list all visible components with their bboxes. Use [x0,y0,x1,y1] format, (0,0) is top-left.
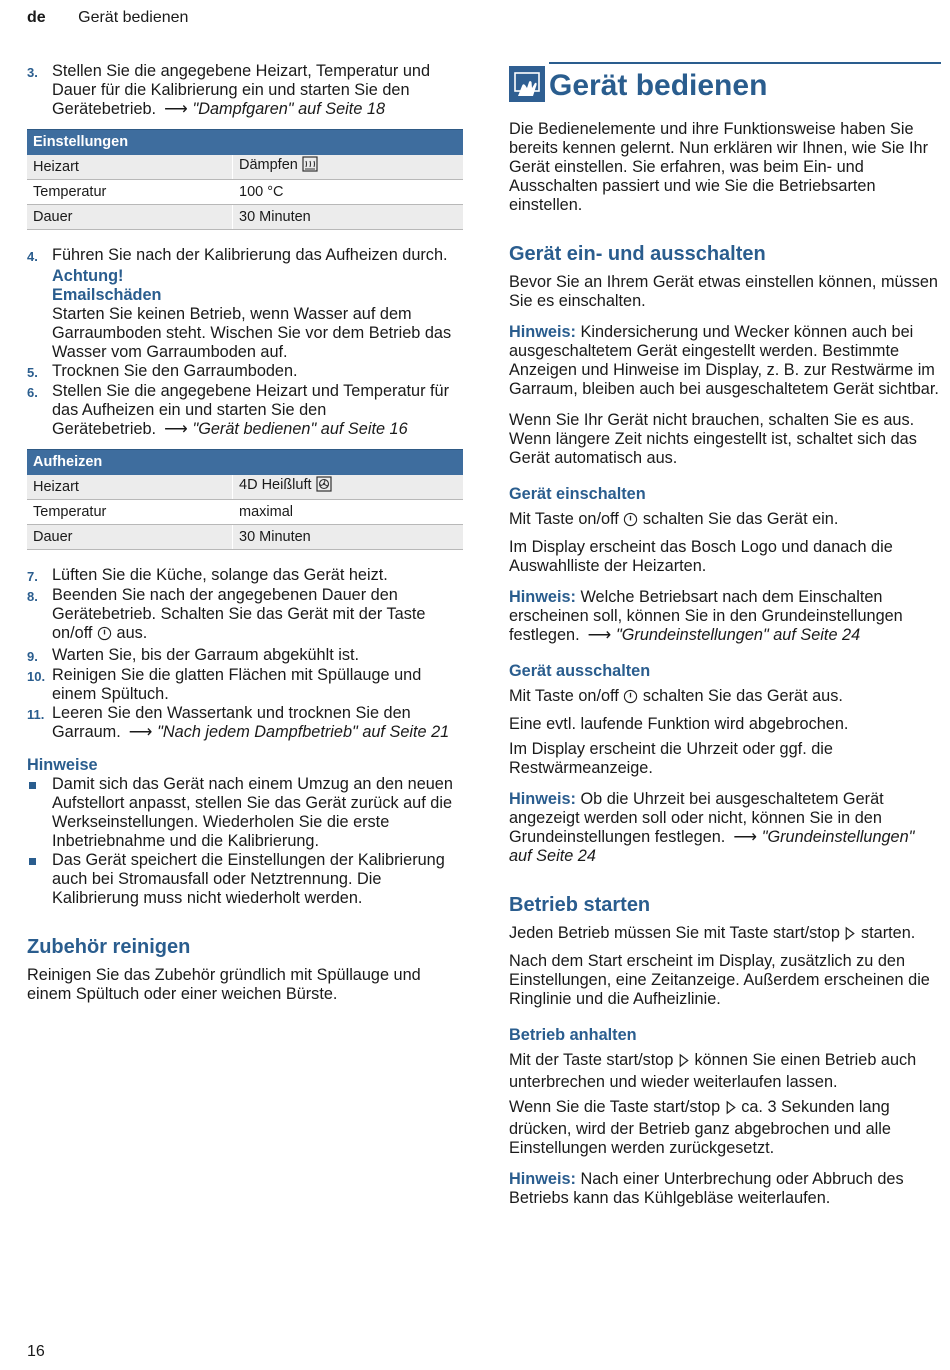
page-reference: "Nach jedem Dampfbetrieb" auf Seite 21 [157,723,450,741]
step-text: Reinigen Sie die glatten Flächen mit Spüllauge und einem Spültuch. [52,666,422,703]
table-cell-label: Dauer [27,525,233,550]
step-number: 8. [27,589,38,604]
step-text: Leeren Sie den Wassertank und trocknen Sie den Garraum. [52,704,411,741]
step-7 [27,566,463,586]
list-item [27,851,463,908]
chapter-title: Gerät bedienen [549,69,768,102]
paragraph: Mit Taste on/off schalten Sie das Gerät aus. [509,687,941,709]
step-text: Trocknen Sie den Garraumboden. [52,362,298,380]
arrow-right-icon: ⟶ [164,100,188,118]
step-9 [27,646,463,666]
step-10 [27,666,463,704]
fan-heat-icon [316,476,332,498]
paragraph: Jeden Betrieb müssen Sie mit Taste start/stop starten. [509,924,941,946]
play-icon [725,1100,737,1120]
arrow-right-icon: ⟶ [733,828,757,846]
paragraph: Eine evtl. laufende Funktion wird abgebrochen. [509,715,849,733]
table-cell-value: maximal [233,500,464,525]
hint-label: Hinweis: [509,1170,576,1188]
page-number: 16 [27,1343,45,1360]
step-number: 11. [27,707,45,722]
page-reference: "Grundeinstellungen" auf Seite 24 [615,626,861,644]
notes-title: Hinweise [27,756,98,774]
paragraph: Wenn Sie die Taste start/stop ca. 3 Sekunden lang drücken, wird der Betrieb ganz abgebrochen und alle Einstellungen werden zurückgesetzt. [509,1098,891,1157]
subsection-title-pause: Betrieb anhalten [509,1026,637,1044]
bullet-icon [27,851,52,908]
paragraph: Nach dem Start erscheint im Display, zusätzlich zu den Einstellungen, eine Zeitanzeige. Außerdem erscheinen die Ringlinie und die Aufheizlinie. [509,952,930,1008]
page-reference: "Gerät bedienen" auf Seite 16 [192,420,408,438]
note-text: Damit sich das Gerät nach einem Umzug an den neuen Aufstellort anpasst, stellen Sie das Gerät zurück auf die Werkseinstellungen. Wiederholen Sie die erste Inbetriebnahme und die Kalibrierung. [52,775,453,850]
arrow-right-icon: ⟶ [128,723,153,741]
table-cell-label: Heizart [27,475,233,500]
warning-text: Starten Sie keinen Betrieb, wenn Wasser auf dem Garraumboden steht. Wischen Sie vor dem Betrieb das Wasser vom Garraumboden auf. [52,305,452,361]
table-row [27,475,463,500]
running-header [27,8,188,27]
step-8 [27,586,463,646]
language-code: de [27,9,46,26]
hint-text: Kindersicherung und Wecker können auch bei ausgeschaltetem Gerät eingestellt werden. Bestimmte Anzeigen und Hinweise im Display, z. B. zur Restwärme im Garraum, bleiben auch bei ausgeschaltetem Gerät sichtbar. [509,323,939,398]
hint-label: Hinweis: [509,790,576,808]
step-text: Stellen Sie die angegebene Heizart, Temperatur und Dauer für die Kalibrierung ein und starten Sie den Gerätebetrieb. [52,62,431,118]
paragraph: Bevor Sie an Ihrem Gerät etwas einstellen können, müssen Sie es einschalten. [509,273,938,310]
table-cell-value: Dämpfen [233,155,464,180]
list-item [27,775,463,851]
section-title-accessory: Zubehör reinigen [27,936,191,958]
step-text: aus. [116,624,148,642]
warning-box [52,267,463,362]
steam-icon [302,156,318,178]
intro-text: Die Bedienelemente und ihre Funktionsweise haben Sie bereits kennen gelernt. Nun erklären wir Ihnen, wie Sie Ihr Gerät einstellen. Sie erfahren, was beim Ein- und Ausschalten passiert und wie Sie die Betriebsarten einstellen. [509,120,929,214]
table-cell-value: 30 Minuten [233,205,464,230]
paragraph: Wenn Sie Ihr Gerät nicht brauchen, schalten Sie es aus. Wenn längere Zeit nichts eingestellt ist, schaltet sich das Gerät automatisch aus. [509,411,917,467]
page-reference: "Dampfgaren" auf Seite 18 [192,100,386,118]
accessory-text: Reinigen Sie das Zubehör gründlich mit Spüllauge und einem Spültuch oder einer weichen Bürste. [27,966,421,1003]
hint-label: Hinweis: [509,588,576,606]
step-number: 5. [27,365,38,380]
hint-text: Nach einer Unterbrechung oder Abbruch des Betriebs kann das Kühlgebläse weiterlaufen. [509,1170,904,1207]
step-text: Beenden Sie nach der angegebenen Dauer den Gerätebetrieb. Schalten Sie das Gerät mit der Taste on/off [52,586,426,642]
arrow-right-icon: ⟶ [164,420,188,438]
arrow-right-icon: ⟶ [587,626,611,644]
paragraph: Im Display erscheint das Bosch Logo und danach die Auswahlliste der Heizarten. [509,538,893,575]
chapter-title-block [509,62,941,102]
hint-paragraph [509,588,941,645]
paragraph: Mit der Taste start/stop können Sie einen Betrieb auch unterbrechen und wieder weiterlaufen lassen. [509,1051,917,1091]
hint-label: Hinweis: [509,323,576,341]
settings-table-preheat [27,449,463,550]
hint-text: Ob die Uhrzeit bei ausgeschaltetem Gerät angezeigt werden soll oder nicht, können Sie in den Grundeinstellungen festlegen. [509,790,884,846]
step-number: 6. [27,385,38,400]
step-3 [27,62,463,119]
page-reference: "Grundeinstellungen" auf Seite 24 [509,828,915,865]
table-row [27,180,463,205]
table-row [27,500,463,525]
step-4 [27,246,463,362]
step-number: 10. [27,669,46,684]
warning-title: Achtung! [52,267,124,285]
hint-paragraph [509,1170,941,1208]
step-6 [27,382,463,439]
notes-section [27,756,463,908]
header-title: Gerät bedienen [78,9,189,26]
step-5 [27,362,463,382]
step-number: 4. [27,249,38,264]
title-rule [549,62,941,64]
subsection-title-off: Gerät ausschalten [509,662,651,680]
table-cell-value: 4D Heißluft [233,475,464,500]
step-number: 9. [27,649,38,664]
step-number: 3. [27,65,38,80]
note-text: Das Gerät speichert die Einstellungen der Kalibrierung auch bei Stromausfall oder Netztrennung. Die Kalibrierung muss nicht wiederholt werden. [52,851,445,907]
section-title-onoff: Gerät ein- und ausschalten [509,243,766,265]
table-cell-label: Dauer [27,205,233,230]
section-title-start: Betrieb starten [509,894,651,916]
step-11 [27,704,463,742]
table-cell-label: Temperatur [27,180,233,205]
power-icon [623,689,638,709]
step-text: Warten Sie, bis der Garraum abgekühlt ist. [52,646,360,664]
power-icon [97,626,112,646]
hand-control-icon [509,66,545,102]
table-cell-value: 100 °C [233,180,464,205]
bullet-icon [27,775,52,851]
hint-paragraph [509,790,941,866]
table-cell-label: Heizart [27,155,233,180]
table-row [27,155,463,180]
right-column [509,62,941,1208]
hint-text: Welche Betriebsart nach dem Einschalten erscheinen soll, können Sie in den Grundeinstellungen festlegen. [509,588,903,644]
step-text: Stellen Sie die angegebene Heizart und Temperatur für das Aufheizen ein und starten Sie den Gerätebetrieb. [52,382,450,438]
paragraph: Im Display erscheint die Uhrzeit oder ggf. die Restwärmeanzeige. [509,740,833,777]
subsection-title-on: Gerät einschalten [509,485,646,503]
table-row [27,205,463,230]
step-text: Führen Sie nach der Kalibrierung das Aufheizen durch. [52,246,448,264]
step-number: 7. [27,569,38,584]
step-text: Lüften Sie die Küche, solange das Gerät heizt. [52,566,388,584]
play-icon [844,926,856,946]
paragraph: Mit Taste on/off schalten Sie das Gerät ein. [509,510,941,532]
table-cell-label: Temperatur [27,500,233,525]
table-header: Aufheizen [27,450,463,476]
settings-table-calibration [27,129,463,230]
warning-subtitle: Emailschäden [52,286,162,304]
power-icon [623,512,638,532]
table-row [27,525,463,550]
hint-paragraph [509,323,941,399]
left-column [27,62,463,1004]
play-icon [678,1053,690,1073]
table-header: Einstellungen [27,130,463,156]
table-cell-value: 30 Minuten [233,525,464,550]
